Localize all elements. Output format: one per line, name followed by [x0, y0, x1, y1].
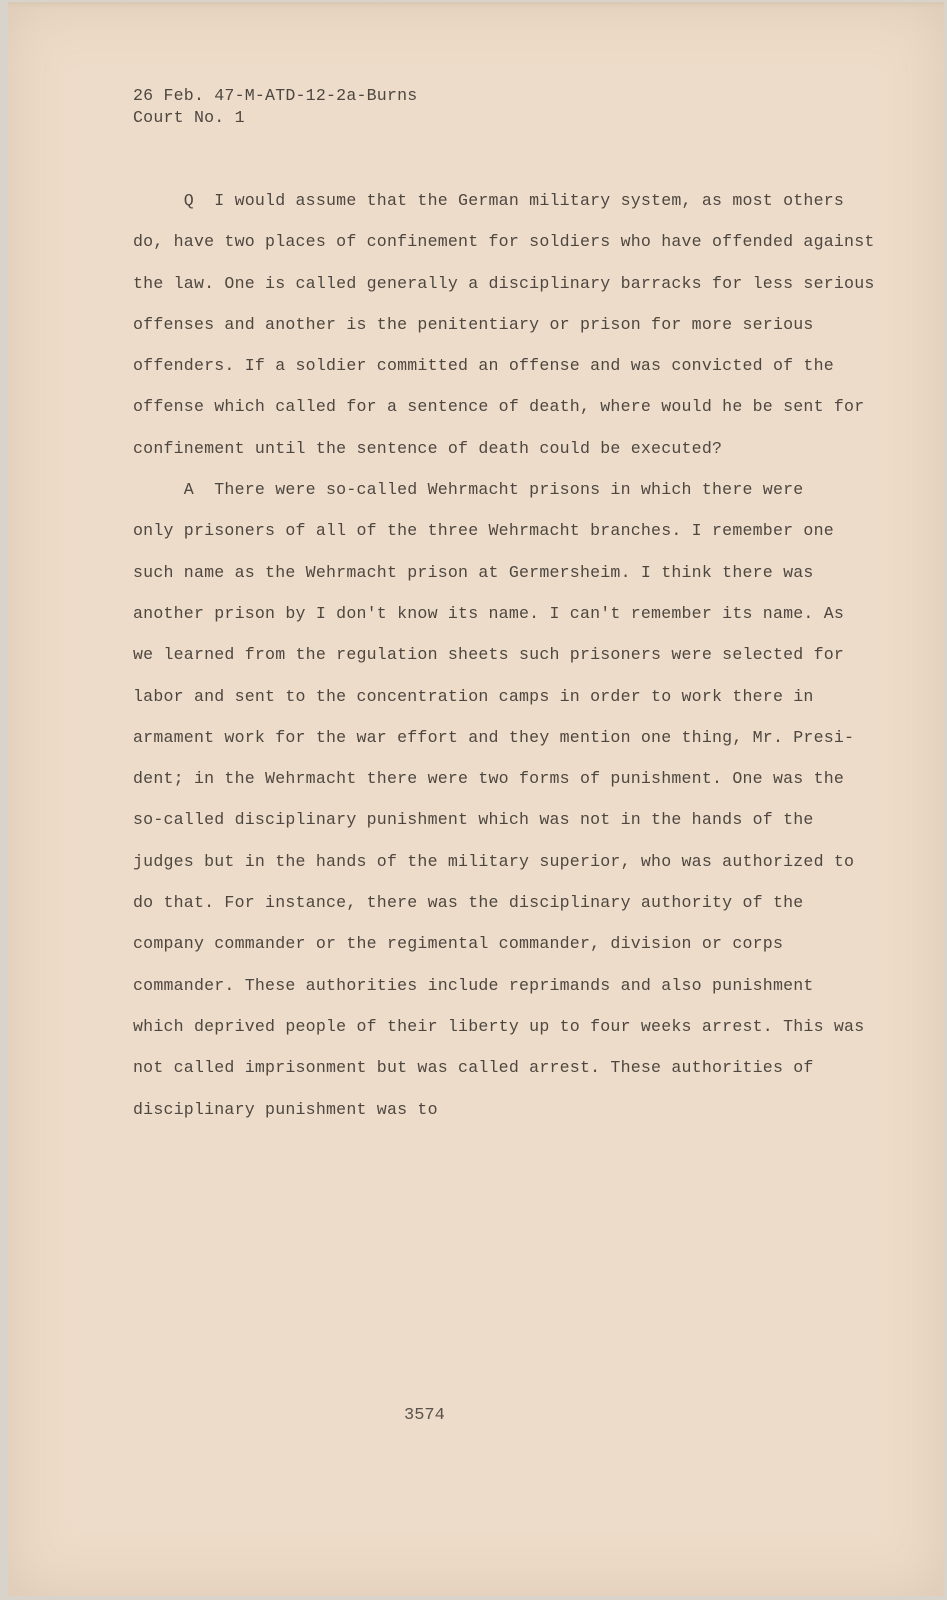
transcript-line: A There were so-called Wehrmacht prisons in which there were [133, 480, 804, 500]
transcript-line: confinement until the sentence of death could be executed? [133, 438, 723, 458]
transcript-line: the law. One is called generally a disciplinary barracks for less serious [133, 273, 875, 293]
transcript-line: do, have two places of confinement for soldiers who have offended against [133, 232, 875, 252]
transcript-line: disciplinary punishment was to [133, 1099, 438, 1119]
transcript-line: do that. For instance, there was the disciplinary authority of the [133, 893, 804, 913]
transcript-line: not called imprisonment but was called arrest. These authorities of [133, 1058, 814, 1078]
transcript-body [133, 180, 893, 1130]
transcript-line: offense which called for a sentence of death, where would he be sent for [133, 397, 865, 417]
transcript-line: company commander or the regimental commander, division or corps [133, 934, 784, 954]
transcript-line: another prison by I don't know its name. I can't remember its name. As [133, 603, 845, 623]
transcript-line: dent; in the Wehrmacht there were two forms of punishment. One was the [133, 769, 845, 789]
transcript-line: such name as the Wehrmacht prison at Germersheim. I think there was [133, 562, 814, 582]
transcript-line: we learned from the regulation sheets such prisoners were selected for [133, 645, 845, 665]
transcript-line: labor and sent to the concentration camps in order to work there in [133, 686, 814, 706]
transcript-line: which deprived people of their liberty up to four weeks arrest. This was [133, 1016, 865, 1036]
transcript-line: judges but in the hands of the military superior, who was authorized to [133, 851, 855, 871]
transcript-line: offenses and another is the penitentiary or prison for more serious [133, 314, 814, 334]
transcript-line: armament work for the war effort and they mention one thing, Mr. Presi- [133, 727, 855, 747]
transcript-line: offenders. If a soldier committed an offense and was convicted of the [133, 356, 834, 376]
transcript-line: so-called disciplinary punishment which was not in the hands of the [133, 810, 814, 830]
transcript-line: commander. These authorities include reprimands and also punishment [133, 975, 814, 995]
page-number: 3574 [404, 1406, 445, 1425]
header-reference-line: 26 Feb. 47-M-ATD-12-2a-Burns [133, 86, 418, 105]
document-page [8, 2, 944, 1596]
page-top-edge [8, 2, 944, 8]
document-header [133, 85, 417, 129]
transcript-line: only prisoners of all of the three Wehrmacht branches. I remember one [133, 521, 834, 541]
header-court-line: Court No. 1 [133, 108, 245, 127]
transcript-line: Q I would assume that the German military system, as most others [133, 191, 845, 210]
